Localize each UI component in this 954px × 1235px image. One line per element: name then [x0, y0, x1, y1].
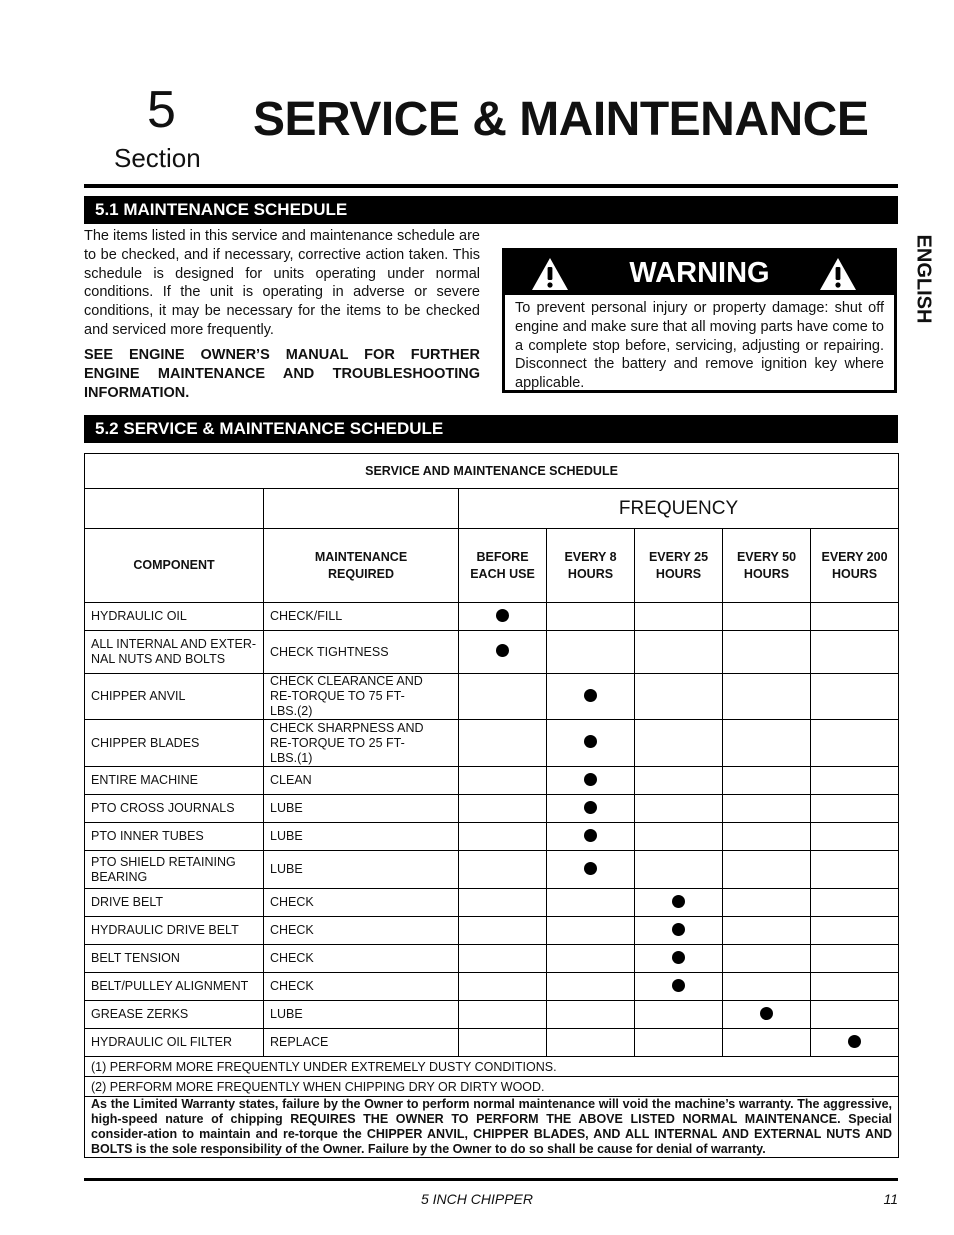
frequency-cell: [635, 1001, 723, 1029]
schedule-dot-icon: [672, 895, 685, 908]
schedule-dot-icon: [672, 979, 685, 992]
maintenance-cell: CHECK TIGHTNESS: [264, 631, 459, 674]
frequency-cell: [547, 603, 635, 631]
frequency-cell: [547, 889, 635, 917]
footnote-row: [85, 1057, 899, 1077]
frequency-row: [85, 489, 899, 529]
header-rule: [84, 184, 898, 188]
column-header-maintenance: MAINTENANCE REQUIRED: [264, 529, 459, 603]
maintenance-cell: LUBE: [264, 795, 459, 823]
frequency-cell: [459, 851, 547, 889]
frequency-cell: [723, 889, 811, 917]
frequency-cell: [723, 720, 811, 767]
footer-title: 5 INCH CHIPPER: [420, 1191, 534, 1207]
frequency-cell: [811, 631, 899, 674]
frequency-cell: [459, 603, 547, 631]
frequency-cell: [635, 973, 723, 1001]
table-row: [85, 823, 899, 851]
schedule-dot-icon: [672, 923, 685, 936]
component-cell: BELT TENSION: [85, 945, 264, 973]
maintenance-cell: REPLACE: [264, 1029, 459, 1057]
frequency-cell: [547, 823, 635, 851]
frequency-cell: [723, 917, 811, 945]
maintenance-schedule-table: [84, 453, 899, 1158]
frequency-cell: [547, 917, 635, 945]
component-cell: BELT/PULLEY ALIGNMENT: [85, 973, 264, 1001]
section-label: Section: [114, 143, 201, 173]
frequency-cell: [635, 603, 723, 631]
frequency-cell: [723, 603, 811, 631]
frequency-cell: [459, 945, 547, 973]
frequency-cell: [459, 889, 547, 917]
schedule-dot-icon: [496, 609, 509, 622]
frequency-cell: [547, 851, 635, 889]
frequency-cell: [723, 823, 811, 851]
frequency-cell: [723, 767, 811, 795]
schedule-dot-icon: [760, 1007, 773, 1020]
frequency-cell: [723, 945, 811, 973]
warning-box: [502, 248, 897, 393]
table-row: [85, 917, 899, 945]
frequency-cell: [547, 1001, 635, 1029]
table-row: [85, 720, 899, 767]
frequency-cell: [811, 795, 899, 823]
schedule-dot-icon: [584, 801, 597, 814]
frequency-cell: [635, 823, 723, 851]
table-row: [85, 603, 899, 631]
component-cell: CHIPPER ANVIL: [85, 674, 264, 720]
frequency-cell: [459, 720, 547, 767]
footnote: (1) PERFORM MORE FREQUENTLY UNDER EXTREMELY DUSTY CONDITIONS.: [85, 1057, 899, 1077]
component-cell: PTO SHIELD RETAINING BEARING: [85, 851, 264, 889]
maintenance-cell: LUBE: [264, 851, 459, 889]
table-row: [85, 795, 899, 823]
intro-paragraph: The items listed in this service and maintenance schedule are to be checked, and if necessary, corrective action taken. This schedule is designed for units operating under normal conditions. If the unit is operating in adverse or severe conditions, it may be necessary for the items to be checked and serviced more frequently.: [84, 228, 480, 338]
table-row: [85, 889, 899, 917]
frequency-cell: [459, 631, 547, 674]
frequency-cell: [459, 917, 547, 945]
frequency-cell: [811, 823, 899, 851]
frequency-cell: [635, 631, 723, 674]
frequency-cell: [635, 851, 723, 889]
frequency-cell: [547, 631, 635, 674]
frequency-cell: [811, 973, 899, 1001]
table-row: [85, 973, 899, 1001]
schedule-dot-icon: [584, 689, 597, 702]
component-cell: HYDRAULIC OIL: [85, 603, 264, 631]
warning-text: To prevent personal injury or property damage: shut off engine and make sure that all moving parts have come to a complete stop before, servicing, adjusting or repairing. Disconnect the battery and remove ignition key where applicable.: [515, 300, 884, 392]
frequency-cell: [723, 1029, 811, 1057]
frequency-cell: [547, 720, 635, 767]
frequency-cell: [811, 1001, 899, 1029]
frequency-cell: [547, 674, 635, 720]
maintenance-cell: CHECK SHARPNESS AND RE-TORQUE TO 25 FT-LBS.(1): [264, 720, 459, 767]
section-5-2-heading: 5.2 SERVICE & MAINTENANCE SCHEDULE: [84, 415, 898, 443]
empty-cell: [264, 489, 459, 529]
component-cell: HYDRAULIC DRIVE BELT: [85, 917, 264, 945]
warranty-row: [85, 1097, 899, 1158]
maintenance-cell: CHECK: [264, 917, 459, 945]
footnote: (2) PERFORM MORE FREQUENTLY WHEN CHIPPING DRY OR DIRTY WOOD.: [85, 1077, 899, 1097]
engine-manual-note: SEE ENGINE OWNER’S MANUAL FOR FURTHER ENGINE MAINTENANCE AND TROUBLESHOOTING INFORMATION.: [84, 347, 480, 401]
schedule-dot-icon: [584, 773, 597, 786]
frequency-cell: [811, 851, 899, 889]
table-title: SERVICE AND MAINTENANCE SCHEDULE: [85, 454, 899, 489]
frequency-label: FREQUENCY: [459, 489, 899, 529]
frequency-cell: [635, 1029, 723, 1057]
table-title-row: [85, 454, 899, 489]
frequency-cell: [811, 674, 899, 720]
component-cell: CHIPPER BLADES: [85, 720, 264, 767]
component-cell: PTO INNER TUBES: [85, 823, 264, 851]
frequency-cell: [459, 767, 547, 795]
schedule-dot-icon: [672, 951, 685, 964]
frequency-cell: [811, 1029, 899, 1057]
component-cell: GREASE ZERKS: [85, 1001, 264, 1029]
maintenance-cell: CHECK CLEARANCE AND RE-TORQUE TO 75 FT-LBS.(2): [264, 674, 459, 720]
schedule-dot-icon: [848, 1035, 861, 1048]
maintenance-cell: CLEAN: [264, 767, 459, 795]
frequency-cell: [635, 767, 723, 795]
warning-header: [505, 251, 894, 295]
language-label: ENGLISH: [912, 234, 935, 324]
warning-title: WARNING: [629, 257, 770, 289]
schedule-dot-icon: [584, 862, 597, 875]
frequency-cell: [459, 674, 547, 720]
frequency-cell: [635, 917, 723, 945]
frequency-cell: [459, 1001, 547, 1029]
warning-triangle-icon: [818, 256, 858, 292]
column-header-component: COMPONENT: [85, 529, 264, 603]
frequency-cell: [459, 823, 547, 851]
frequency-cell: [459, 795, 547, 823]
frequency-cell: [547, 973, 635, 1001]
column-header-row: [85, 529, 899, 603]
frequency-cell: [723, 795, 811, 823]
warranty-statement: As the Limited Warranty states, failure by the Owner to perform normal maintenance will void the machine’s warranty. The aggressive, high-speed nature of chipping REQUIRES THE OWNER TO PERFORM THE ABOVE LISTED NORMAL MAINTENANCE. Special consider-ation to maintain and re-torque the CHIPPER ANVIL, CHIPPER BLADES, AND ALL INTERNAL AND EXTERNAL NUTS AND BOLTS is the sole responsibility of the Owner. Failure by the Owner to do so shall be cause for denial of warranty.: [85, 1097, 899, 1158]
component-cell: DRIVE BELT: [85, 889, 264, 917]
frequency-cell: [459, 973, 547, 1001]
frequency-cell: [811, 889, 899, 917]
maintenance-cell: LUBE: [264, 823, 459, 851]
frequency-cell: [811, 917, 899, 945]
table-row: [85, 767, 899, 795]
section-number: 5: [147, 81, 176, 139]
language-side-tab: [908, 224, 938, 334]
table-row: [85, 945, 899, 973]
column-header-freq: EVERY 25 HOURS: [635, 529, 723, 603]
table-row: [85, 1029, 899, 1057]
column-header-freq: EVERY 200 HOURS: [811, 529, 899, 603]
component-cell: ALL INTERNAL AND EXTER-NAL NUTS AND BOLTS: [85, 631, 264, 674]
maintenance-cell: CHECK: [264, 973, 459, 1001]
schedule-dot-icon: [584, 829, 597, 842]
frequency-cell: [811, 945, 899, 973]
frequency-cell: [723, 973, 811, 1001]
table-row: [85, 1001, 899, 1029]
footnote-row: [85, 1077, 899, 1097]
frequency-cell: [811, 720, 899, 767]
frequency-cell: [547, 795, 635, 823]
table-row: [85, 631, 899, 674]
frequency-cell: [635, 720, 723, 767]
frequency-cell: [635, 674, 723, 720]
frequency-cell: [723, 674, 811, 720]
frequency-cell: [459, 1029, 547, 1057]
frequency-cell: [635, 945, 723, 973]
frequency-cell: [811, 603, 899, 631]
frequency-cell: [811, 767, 899, 795]
column-header-freq: EVERY 50 HOURS: [723, 529, 811, 603]
page-number: 11: [883, 1191, 898, 1207]
table-row: [85, 851, 899, 889]
frequency-cell: [547, 945, 635, 973]
maintenance-cell: LUBE: [264, 1001, 459, 1029]
column-header-freq: EVERY 8 HOURS: [547, 529, 635, 603]
component-cell: PTO CROSS JOURNALS: [85, 795, 264, 823]
schedule-dot-icon: [496, 644, 509, 657]
frequency-cell: [723, 631, 811, 674]
component-cell: ENTIRE MACHINE: [85, 767, 264, 795]
table-row: [85, 674, 899, 720]
component-cell: HYDRAULIC OIL FILTER: [85, 1029, 264, 1057]
maintenance-cell: CHECK: [264, 889, 459, 917]
maintenance-cell: CHECK/FILL: [264, 603, 459, 631]
frequency-cell: [723, 1001, 811, 1029]
maintenance-cell: CHECK: [264, 945, 459, 973]
frequency-cell: [547, 1029, 635, 1057]
frequency-cell: [723, 851, 811, 889]
column-header-freq: BEFORE EACH USE: [459, 529, 547, 603]
frequency-cell: [635, 889, 723, 917]
section-5-1-heading: 5.1 MAINTENANCE SCHEDULE: [84, 196, 898, 224]
footer-rule: [84, 1178, 898, 1181]
frequency-cell: [547, 767, 635, 795]
page-title: SERVICE & MAINTENANCE: [253, 93, 869, 146]
schedule-dot-icon: [584, 735, 597, 748]
frequency-cell: [635, 795, 723, 823]
empty-cell: [85, 489, 264, 529]
